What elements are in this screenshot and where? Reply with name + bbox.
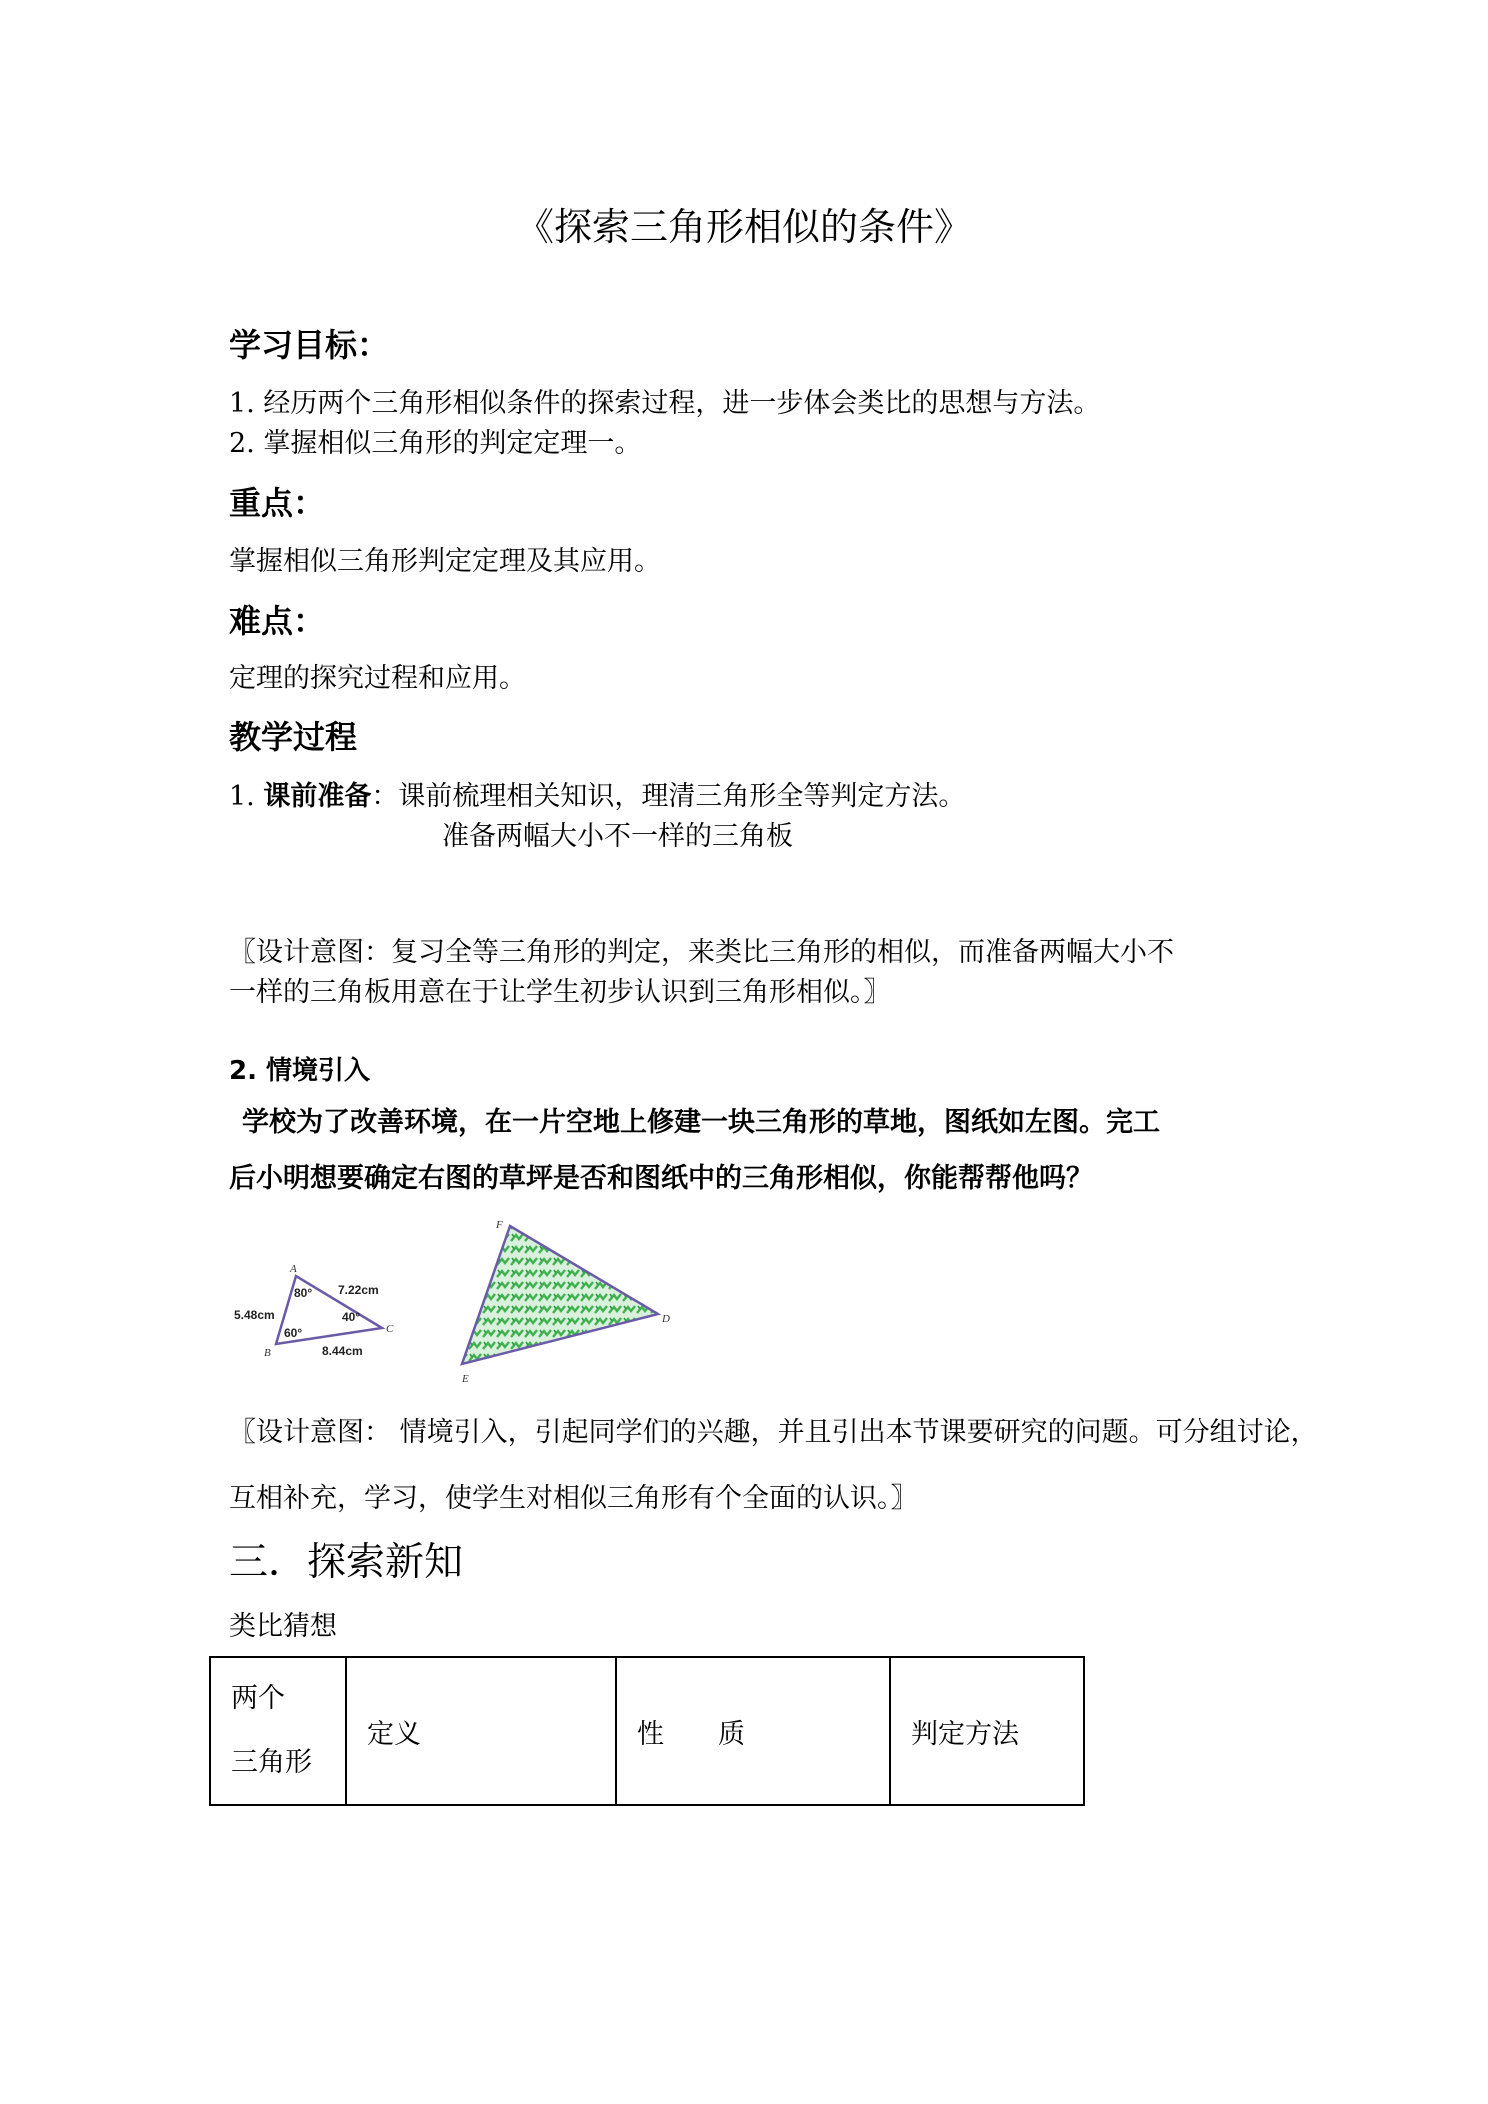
angle-b-label: 60°	[284, 1326, 303, 1340]
header-judgment-method: 判定方法	[911, 1718, 1019, 1750]
key-point-heading: 重点：	[229, 484, 326, 522]
side-ac-label: 7.22cm	[338, 1283, 379, 1297]
table-cell-two-triangles	[210, 1657, 346, 1805]
step1-text: ：课前梳理相关知识，理清三角形全等判定方法。	[371, 781, 966, 812]
header-two: 两个	[231, 1683, 285, 1714]
side-ab-label: 5.48cm	[234, 1308, 275, 1322]
step1-line	[229, 774, 965, 813]
difficulty-heading: 难点：	[229, 602, 326, 640]
design-note-2-line-1: 〖设计意图： 情境引入，引起同学们的兴趣，并且引出本节课要研究的问题。可分组讨论，	[229, 1417, 1318, 1448]
table-cell-definition	[346, 1657, 616, 1805]
design-note-1-line-2: 一样的三角板用意在于让学生初步认识到三角形相似。〗	[229, 977, 891, 1008]
table-cell-properties	[616, 1657, 890, 1805]
step1-text-2: 准备两幅大小不一样的三角板	[442, 821, 793, 852]
objective-item-1: 1. 经历两个三角形相似条件的探索过程，进一步体会类比的思想与方法。	[229, 388, 1101, 419]
vertex-b-label: B	[264, 1347, 271, 1359]
vertex-a-label: A	[290, 1263, 297, 1275]
design-note-2-line-2: 互相补充，学习，使学生对相似三角形有个全面的认识。〗	[229, 1483, 918, 1514]
difficulty-text: 定理的探究过程和应用。	[229, 663, 526, 694]
triangle-fed-figure	[461, 1220, 670, 1385]
vertex-c-label: C	[386, 1323, 394, 1335]
header-triangles: 三角形	[231, 1747, 312, 1778]
header-definition: 定义	[367, 1718, 421, 1750]
step2-text-line-1: 学校为了改善环境，在一片空地上修建一块三角形的草地，图纸如左图。完工	[242, 1107, 1160, 1138]
vertex-f-label: F	[496, 1220, 503, 1231]
table-cell-judgment	[890, 1657, 1084, 1805]
header-properties: 性 质	[637, 1718, 745, 1750]
step2-text-line-2: 后小明想要确定右图的草坪是否和图纸中的三角形相似，你能帮帮他吗？	[229, 1163, 1093, 1194]
comparison-table	[209, 1656, 1085, 1806]
design-note-1-line-1: 〖设计意图：复习全等三角形的判定，来类比三角形的相似，而准备两幅大小不	[229, 937, 1174, 968]
vertex-e-label: E	[462, 1373, 469, 1385]
step2-heading: 2. 情境引入	[229, 1056, 371, 1086]
vertex-d-label: D	[662, 1313, 670, 1325]
angle-c-label: 40°	[342, 1310, 361, 1324]
process-heading: 教学过程	[229, 718, 358, 756]
step1-number: 1.	[229, 781, 255, 812]
triangle-fed	[462, 1226, 658, 1364]
table-row	[210, 1657, 1084, 1805]
key-point-text: 掌握相似三角形判定定理及其应用。	[229, 546, 661, 577]
objective-item-2: 2. 掌握相似三角形的判定定理一。	[229, 428, 642, 459]
triangle-figures	[230, 1220, 670, 1392]
side-bc-label: 8.44cm	[322, 1344, 363, 1358]
triangle-abc-figure	[234, 1263, 394, 1359]
page-title: 《探索三角形相似的条件》	[515, 205, 972, 249]
objectives-heading: 学习目标：	[229, 326, 390, 364]
section3-subheading: 类比猜想	[229, 1611, 337, 1642]
section3-heading: 三．探索新知	[229, 1540, 464, 1585]
angle-a-label: 80°	[294, 1286, 313, 1300]
step1-label: 课前准备	[263, 781, 372, 812]
